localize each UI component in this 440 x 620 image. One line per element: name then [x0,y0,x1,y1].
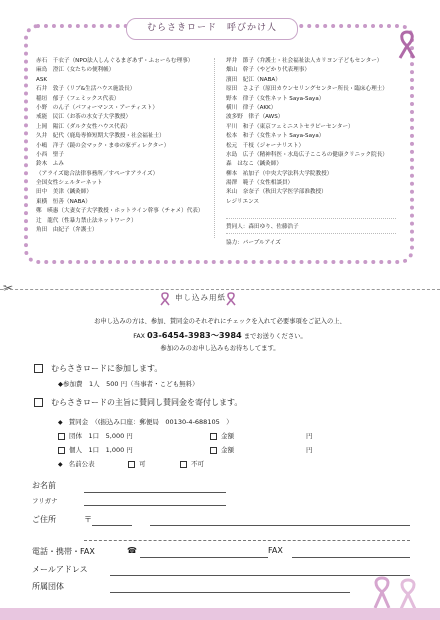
column-divider [214,58,215,238]
scissors-icon: ✂ [3,281,14,295]
caller-entry: 野本 律子（女性ネット Saya-Saya） [226,95,325,102]
diamond-icon: ◆ [58,461,63,468]
publish-no[interactable] [180,459,204,468]
caller-entry: 久井 紀代（鹿島専修短期大学教授・社会福祉士） [36,133,165,140]
phone-icon: ☎ [127,546,137,555]
individual-amount[interactable] [210,445,234,454]
intro-note: 参加のみのお申し込みもお待ちしてます。 [160,345,280,352]
caller-entry: 横川 律子（AKK） [226,104,277,111]
cooperation-line: 協力：パープルアイズ [226,240,281,246]
publish-no-label: 不可 [191,460,204,468]
caller-entry: 小西 聖子 [36,151,64,158]
group-label: 団体 1口 5,000 円 [69,432,133,440]
yen-unit: 円 [306,432,313,440]
fax-field[interactable] [292,557,410,558]
org-field[interactable] [110,592,350,593]
caller-entry: レジリエンス [226,198,260,205]
support-option[interactable] [34,397,242,408]
organizers-line: 賛同人：森田ゆり、佐藤浩子 [226,224,299,230]
caller-entry: 米山 奈奈子（秋田大学医学部准教授） [226,189,327,196]
fax-suffix: までお送りください。 [243,333,307,340]
furigana-field[interactable] [84,505,226,506]
fax-field-label: FAX [268,546,283,555]
caller-entry: 石井 敦子（リブ&生活ハウス施設長） [36,86,136,93]
divider [226,218,396,219]
join-checkbox[interactable] [34,364,43,373]
caller-entry: 田中 美津（鍼灸師） [36,189,92,196]
amount-label: 金額 [221,432,234,440]
caller-entry: 稲垣 郁子（フェミックス代表） [36,95,120,102]
publish-yes[interactable] [128,459,146,468]
join-fee: ◆参加費 1人 500 円（当事者・こども無料） [58,380,199,388]
publish-yes-label: 可 [139,460,146,468]
join-option[interactable] [34,363,162,374]
caller-entry: 小野 のん子（パフォーマンス・アーティスト） [36,104,158,111]
caller-entry: 濱田 紀江（NABA） [226,76,281,83]
caller-entry: 水島 広子（精神科医・水島広子こころの健康クリニック院長） [226,151,388,158]
caller-entry: 上岡 陽江（ダルク女性ハウス代表） [36,123,131,130]
postal-code-field[interactable] [92,525,132,526]
divider [226,233,396,234]
fax-label: FAX [133,333,145,340]
org-label: 所属団体 [32,582,64,591]
caller-entry: 畑山 幹子（やどかり代表理事） [226,67,310,74]
address-label: ご住所 [32,515,56,524]
support-money-label: 賛同金 （(振込み口座：郵便局 00130-4-688105 ） [68,418,233,426]
support-money [58,417,233,426]
caller-entry: 原田 さよ子（原田カウンセリングセンター所長・臨床心理士） [226,86,388,93]
caller-entry: 湯澤 範子（女性相談員） [226,180,294,187]
address-field[interactable] [150,525,410,526]
caller-entry: 麻鳥 澄江（女たちの便利帳） [36,67,115,74]
name-label: お名前 [32,481,56,490]
individual-checkbox[interactable] [58,447,65,454]
purple-ribbons-icon [366,574,426,610]
group-row[interactable] [58,431,133,440]
amount-label: 金額 [221,446,234,454]
caller-entry: 波多野 律子（AWS） [226,114,284,121]
group-checkbox[interactable] [58,433,65,440]
publish-no-checkbox[interactable] [180,461,187,468]
email-label: メールアドレス [32,565,88,574]
publish-label: 名前公表 [68,460,95,468]
caller-entry: ASK [36,76,48,83]
postal-mark: 〒 [84,515,92,524]
caller-entry: 全国女性シェルターネット [36,180,103,187]
publish-row [58,459,95,468]
bottom-bar [0,608,440,620]
caller-entry: 松元 千枝（ジャーナリスト） [226,142,305,149]
caller-entry: 辻 龍代（性暴力禁止法ネットワーク） [36,217,137,224]
individual-label: 個人 1口 1,000 円 [69,446,133,454]
join-option-label: むらさきロードに参加します。 [51,364,163,373]
name-field[interactable] [84,492,226,493]
yen-unit: 円 [306,446,313,454]
caller-entry: 赤石 千衣子（NPO法人しんぐるまざあず・ふぉーらむ理事） [36,58,194,64]
publish-yes-checkbox[interactable] [128,461,135,468]
fax-number: 03-6454-3983〜3984 [146,330,242,340]
caller-entry: 戒能 民江（お茶の水女子大学教授） [36,114,132,121]
email-field[interactable] [110,575,410,576]
intro-text: お申し込みの方は、参加、賛同金のそれぞれにチェックを入れて必要事項をご記入の上、 [94,318,346,325]
caller-entry: 平川 和子（東京フェミニストセラピーセンター） [226,123,354,130]
caller-entry: 角田 由紀子（弁護士） [36,227,98,234]
caller-entry: 坪井 節子（弁護士・社会福祉法人カリヨン子どもセンター） [226,58,383,64]
caller-entry: 東横 恒善（NABA） [36,198,91,205]
purple-ribbon-icon [396,30,418,60]
individual-row[interactable] [58,445,133,454]
caller-entry: （アライズ総合法律事務所／すぺーすアライズ） [36,170,159,177]
phone-field[interactable] [140,557,268,558]
group-amount-checkbox[interactable] [210,433,217,440]
fax-instruction [0,330,440,341]
caller-entry: 小嶋 洋子（鏡の会マック・まゆの家ディレクター） [36,142,170,149]
address-field-2[interactable] [84,540,410,541]
caller-entry: 柳本 祐加子（中央大学法科大学院教授） [226,170,333,177]
callers-list-right [226,57,388,207]
caller-entry: 鈴木 ふみ [36,161,64,168]
caller-entry: 松本 和子（女性ネット Saya-Saya） [226,133,325,140]
purple-ribbon-icon [226,292,236,306]
caller-entry: 森 はなこ（鍼灸師） [226,161,282,168]
group-amount[interactable] [210,431,234,440]
purple-ribbon-icon [160,292,170,306]
caller-entry: 鄭 暎惠（大妻女子大学教授・ホットライン幹事（チャメ）代表） [36,208,204,215]
individual-amount-checkbox[interactable] [210,447,217,454]
diamond-icon: ◆ [58,419,63,426]
phone-label: 電話・携帯・FAX [32,547,95,556]
callers-list-left [36,57,203,235]
callers-title: むらさきロード 呼びかけ人 [126,18,298,40]
support-option-label: むらさきロードの主旨に賛同し賛同金を寄付します。 [51,398,243,407]
support-checkbox[interactable] [34,398,43,407]
form-title: 申し込み用紙 [175,293,226,302]
cut-line [0,289,440,290]
furigana-label: フリガナ [32,497,58,505]
